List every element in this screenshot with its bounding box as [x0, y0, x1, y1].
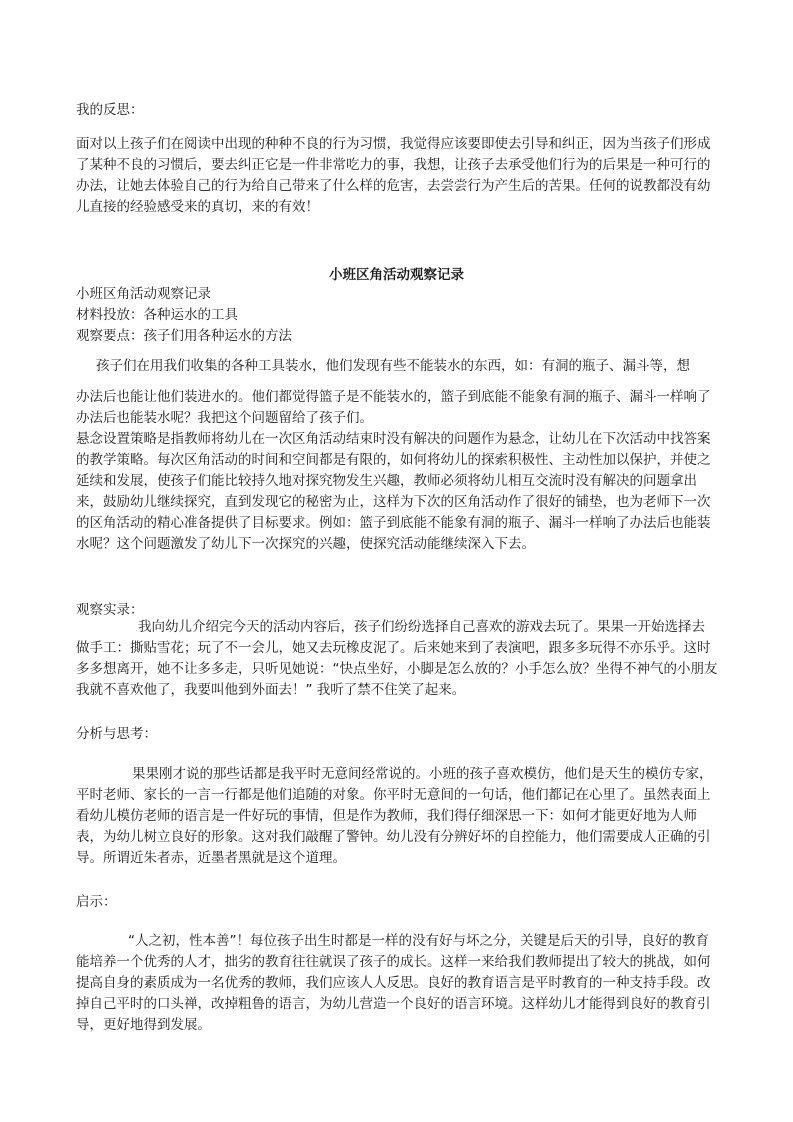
analysis-body: 果果刚才说的那些话都是我平时无意间经常说的。小班的孩子喜欢模仿，他们是天生的模仿专家，平时老师、家长的一言一行都是他们追随的对象。你平时无意间的一句话，他们都记在心里了。虽然表面上看幼儿模仿老师的语言是一件好玩的事情，但是作为教师，我们得仔细深思一下：如何才能更好地为人师表，为幼儿树立良好的形象。这对我们敲醒了警钟。幼儿没有分辨好坏的自控能力，他们需要成人正确的引导。所谓近朱者赤，近墨者黑就是这个道理。 — [76, 766, 713, 866]
record-subtitle: 小班区角活动观察记录 — [76, 286, 211, 302]
record-paragraph-rest: 办法后也能让他们装进水的。他们都觉得篮子是不能装水的，篮子到底能不能象有洞的瓶子、漏斗一样响了办法后也能装水呢？我把这个问题留给了孩子们。 — [76, 389, 711, 426]
record-paragraph-first-line: 孩子们在用我们收集的各种工具装水，他们发现有些不能装水的东西，如：有洞的瓶子、漏斗等，想 — [96, 358, 690, 374]
observation-body: 我向幼儿介绍完今天的活动内容后，孩子们纷纷选择自己喜欢的游戏去玩了。果果一开始选择去做手工：撕贴雪花；玩了不一会儿，她又去玩橡皮泥了。后来她来到了表演吧，跟多多玩得不亦乐乎。这时多多想离开，她不让多多走，只听见她说：“快点坐好，小脚是怎么放的？小手怎么放？坐得不神气的小朋友我就不喜欢他了，我要叫他到外面去！” 我听了禁不住笑了起来。 — [76, 619, 718, 698]
reflection-body: 面对以上孩子们在阅读中出现的种种不良的行为习惯，我觉得应该要即使去引导和纠正，因为当孩子们形成了某种不良的习惯后，要去纠正它是一件非常吃力的事，我想，让孩子去承受他们行为的后果是一种可行的办法，让她去体验自己的行为给自己带来了什么样的危害，去尝尝行为产生后的苦果。任何的说教都没有幼儿直接的经验感受来的真切，来的有效！ — [76, 136, 711, 215]
strategy-paragraph: 悬念设置策略是指教师将幼儿在一次区角活动结束时没有解决的问题作为悬念，让幼儿在下次活动中找答案的教学策略。每次区角活动的时间和空间都是有限的，如何将幼儿的探索积极性、主动性加以保护，并使之延续和发展，使孩子们能比较持久地对探究物发生兴趣，教师必须将幼儿相互交流时没有解决的问题拿出来，鼓励幼儿继续探究，直到发现它的秘密为止，这样为下次的区角活动作了很好的铺垫，也为老师下一次的区角活动的精心准备提供了目标要求。例如：篮子到底能不能象有洞的瓶子、漏斗一样响了办法后也能装水呢？这个问题激发了幼儿下一次探究的兴趣，使探究活动能继续深入下去。 — [76, 431, 711, 552]
materials-line: 材料投放：各种运水的工具 — [76, 307, 238, 323]
observation-heading: 观察实录： — [76, 602, 144, 618]
insight-heading: 启示： — [76, 894, 117, 910]
analysis-heading: 分析与思考： — [76, 726, 157, 742]
focus-line: 观察要点：孩子们用各种运水的方法 — [76, 328, 292, 344]
record-meta — [76, 284, 718, 347]
insight-body: “人之初，性本善”！每位孩子出生时都是一样的没有好与坏之分，关键是后天的引导，良好的教育能培养一个优秀的人才，拙劣的教育往往就误了孩子的成长。这样一来给我们教师提出了较大的挑战，如何提高自身的素质成为一名优秀的教师，我们应该人人反思。良好的教育语言是平时教育的一种支持手段。改掉自己平时的口头禅，改掉粗鲁的语言，为幼儿营造一个良好的语言环境。这样幼儿才能得到良好的教育引导，更好地得到发展。 — [76, 933, 711, 1033]
record-title: 小班区角活动观察记录 — [329, 267, 464, 283]
reflection-heading: 我的反思： — [76, 102, 144, 118]
